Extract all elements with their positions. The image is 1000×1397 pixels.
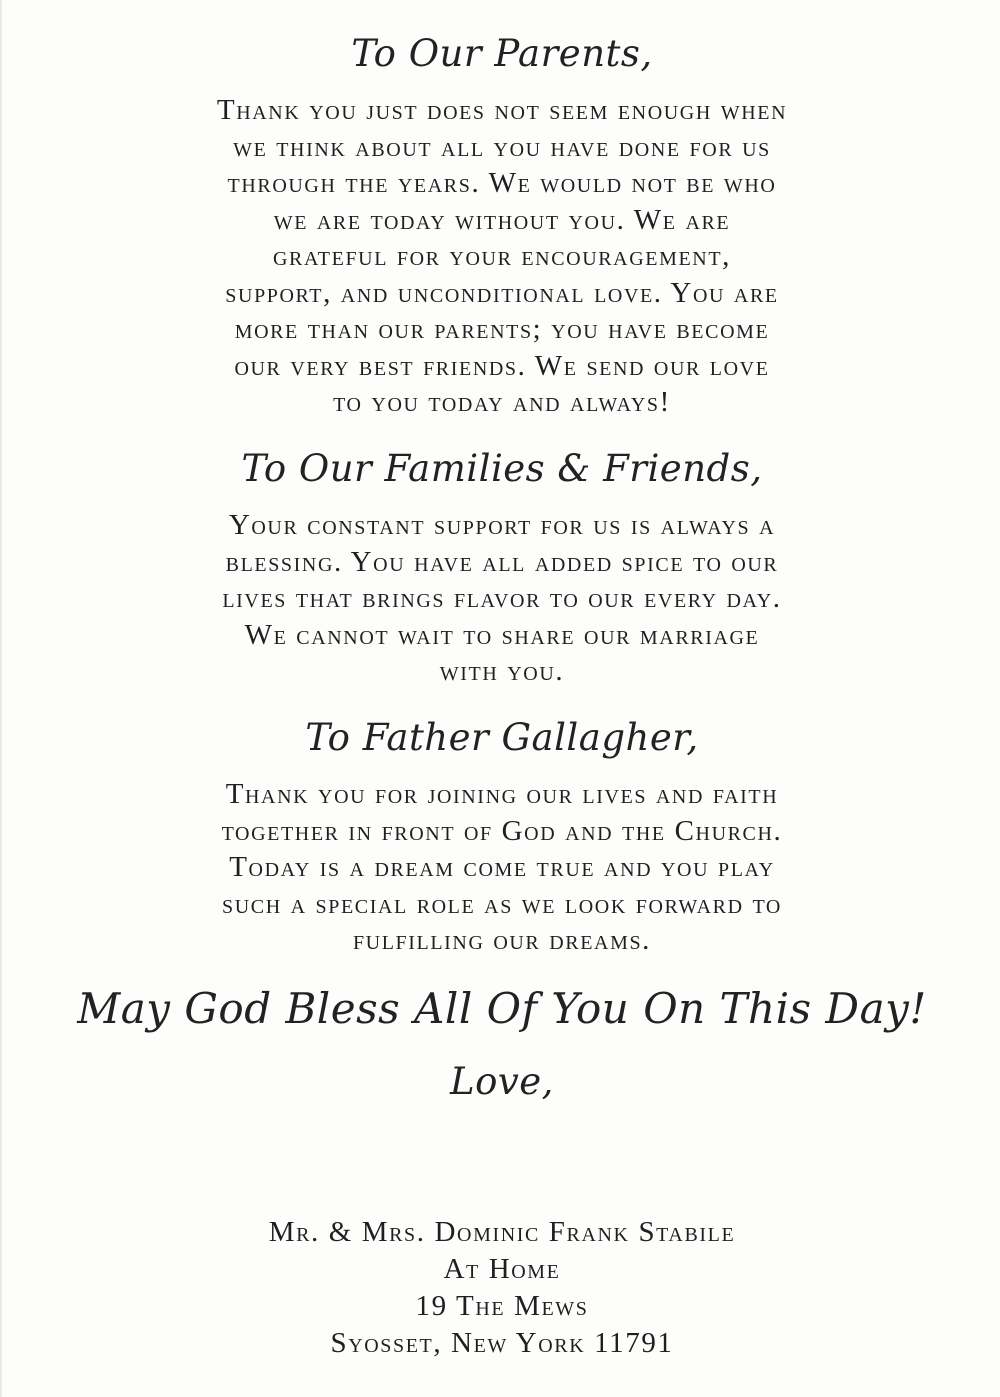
address-line: Mr. & Mrs. Dominic Frank Stabile bbox=[268, 1216, 736, 1248]
closing-signoff: Love, bbox=[450, 1060, 554, 1103]
text-line: Your constant support for us is always a bbox=[228, 509, 776, 541]
text-line: our very best friends. We send our love bbox=[234, 349, 770, 382]
text-line: we think about all you have done for us bbox=[233, 130, 771, 163]
text-line: Thank you for joining our lives and faith bbox=[225, 778, 779, 810]
text-line: with you. bbox=[439, 655, 565, 687]
text-line: more than our parents; you have become bbox=[234, 313, 770, 345]
at-home-address bbox=[2, 1214, 1000, 1362]
text-line: blessing. You have all added spice to our bbox=[225, 545, 779, 578]
section-heading-father: To Father Gallagher, bbox=[305, 716, 699, 759]
section-body-father bbox=[2, 776, 1000, 959]
text-line: lives that brings flavor to our every day. bbox=[222, 582, 782, 614]
text-line: to you today and always! bbox=[333, 386, 671, 418]
closing-blessing: May God Bless All Of You On This Day! bbox=[77, 984, 927, 1033]
text-line: we are today without you. We are bbox=[273, 203, 731, 236]
section-heading-families: To Our Families & Friends, bbox=[241, 447, 763, 490]
section-body-families bbox=[2, 507, 1000, 690]
text-line: fulfilling our dreams. bbox=[352, 924, 652, 956]
text-line: We cannot wait to share our marriage bbox=[244, 618, 760, 651]
text-line: Today is a dream come true and you play bbox=[229, 851, 775, 883]
text-line: through the years. We would not be who bbox=[227, 167, 777, 199]
text-line: grateful for your encouragement, bbox=[273, 240, 731, 272]
text-line: together in front of God and the Church. bbox=[221, 814, 783, 847]
section-heading-parents: To Our Parents, bbox=[351, 32, 653, 75]
text-line: such a special role as we look forward to bbox=[222, 887, 782, 920]
section-body-parents bbox=[2, 92, 1000, 421]
text-line: support, and unconditional love. You are bbox=[225, 276, 779, 309]
text-line: Thank you just does not seem enough when bbox=[216, 94, 788, 126]
address-line: 19 The Mews bbox=[415, 1290, 589, 1322]
address-line: At Home bbox=[443, 1253, 561, 1285]
address-line: Syosset, New York 11791 bbox=[330, 1327, 674, 1359]
